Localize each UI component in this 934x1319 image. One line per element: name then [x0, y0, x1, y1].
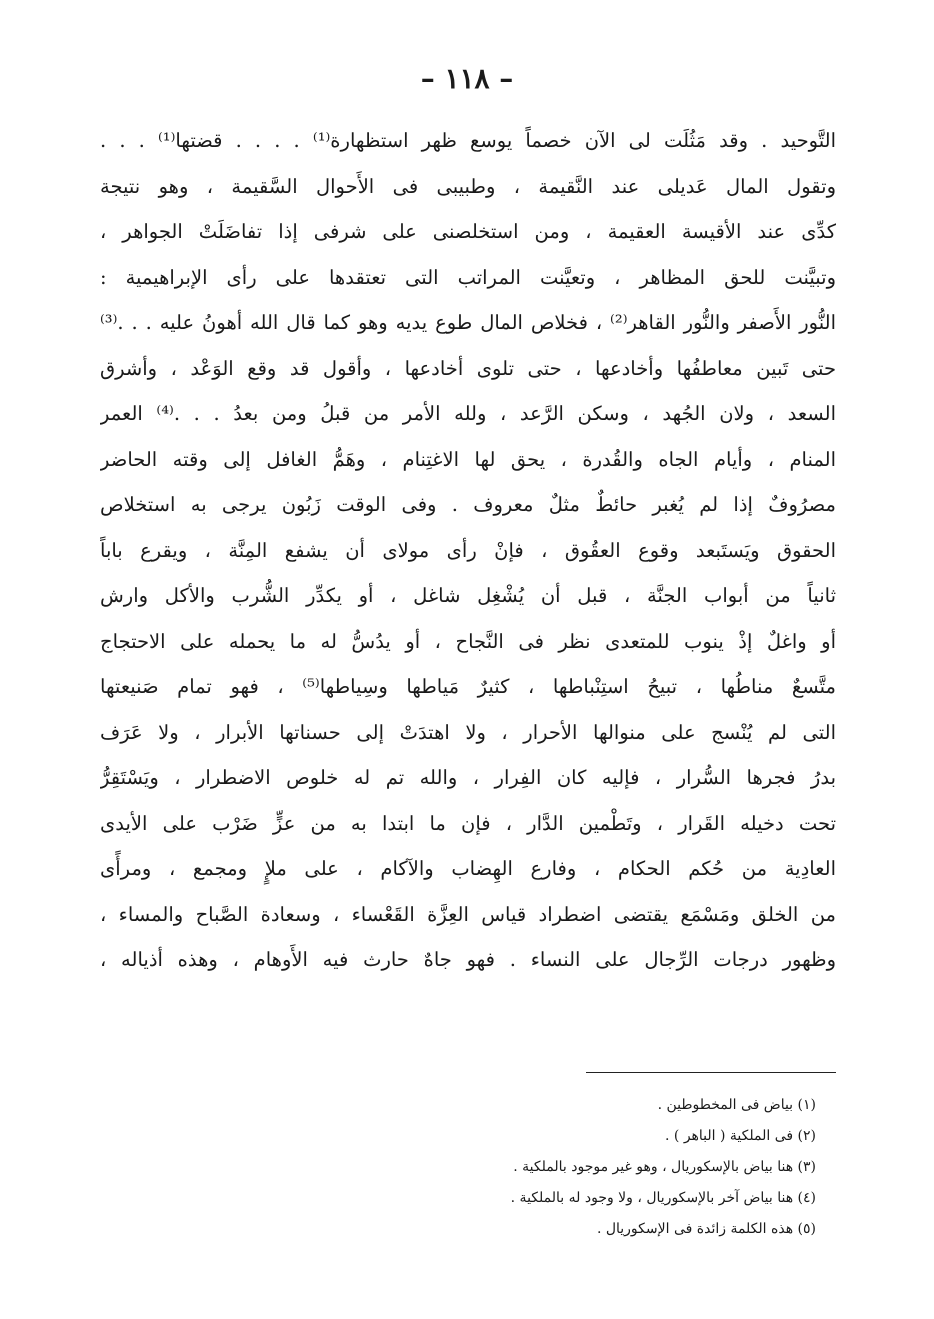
footnote: (٣) هنا بياض بالإسكوريال ، وهو غير موجود بالملكية . — [513, 1159, 816, 1175]
text-line: السعد ، ولان الجُهد ، وسكن الرَّعد ، ولله الأمر من قبلُ ومن بعدُ . . .⁽⁴⁾ العمر — [100, 402, 836, 425]
footnote: (٤) هنا بياض آخر بالإسكوريال ، ولا وجود له بالملكية . — [510, 1190, 816, 1206]
text-line: مصرُوفٌ إذا لم يُغبر حائطٌ مثلٌ معروف . وفى الوقت زَبُون يرجى به استخلاص — [100, 493, 836, 516]
text-line: وتقول المال عَديلى عند النَّقيمة ، وطبيبى فى الأَحوال السَّقيمة ، وهو نتيجة — [100, 174, 836, 198]
page-number: – ١١٨ – — [420, 62, 514, 95]
text-line: وظهور درجات الرِّجال على النساء . فهو جاهٌ حارث فيه الأَوهام ، وهذه أذياله ، — [100, 948, 836, 971]
text-line: المنام ، وأيام الجاه والقُدرة ، يحق لها الاغتِنام ، وهَمُّ الغافل إلى وقته الحاضر — [100, 447, 836, 471]
text-line: ثانياً من أبواب الجنَّة ، قبل أن يُشْغِل شاغل ، أو يكدِّر الشُّرب والأكل وارش — [100, 584, 836, 607]
text-line: التَّوحيد . وقد مَثُلَت لى الآن خصماً يوسع ظهر استظهارة⁽¹⁾ . . . . قضتها⁽¹⁾ . . . — [100, 129, 836, 152]
text-line: كدِّى عند الأقيسة العقيمة ، ومن استخلصنى على شرفى إذا تفاضَلَتْ الجواهر ، — [100, 220, 836, 243]
text-line: من الخلق ومَسْمَع يقتضى اضطراد قياس العِزَّة القَعْساء ، وسعادة الصَّباح والمساء ، — [100, 902, 836, 926]
text-line: التى لم يُنْسج على منوالها الأحرار ، ولا اهتدَتْ إلى حسناتها الأبرار ، ولا عَرَف — [100, 720, 836, 744]
text-line: وتبيَّنت للحق المظاهر ، وتعيَّنت المراتب التى تعتقدها على رأى الإبراهيمية : — [100, 265, 836, 289]
text-line: حتى تَبين معاطفُها وأخادعها ، حتى تلوى أخادعها ، وأقول قد وقع الوَعْد ، وأشرق — [100, 356, 836, 380]
text-line: النُّور الأَصفر والنُّور القاهر⁽²⁾ ، فخلاص المال طوع يديه وهو كما قال الله أهونُ عليه . . .⁽³⁾ — [100, 311, 836, 334]
text-line: العادِية من حُكم الحكام ، وفارع الهِضاب والآكام ، على ملإٍ ومجمع ، ومرأًى — [100, 857, 836, 880]
footnote-separator — [586, 1072, 836, 1073]
footnote: (٢) فى الملكية ( الباهر ) . — [665, 1128, 816, 1144]
main-text — [100, 118, 836, 983]
text-line: الحقوق ويَستَبعد وقوع العقُوق ، فإنْ رأى مولاى أن يشفع المِنَّة ، ويقرع باباً — [100, 538, 836, 562]
footnote: (١) بياض فى المخطوطين . — [657, 1097, 816, 1113]
footnote: (٥) هذه الكلمة زائدة فى الإسكوريال . — [596, 1221, 816, 1237]
text-line: بدرُ فجرها السُّرار ، فإليه كان الفِرار ، والله تم له خلوص الاضطرار ، ويَسْتَقِرُّ — [100, 766, 836, 789]
text-line: أو واغلٌ إذْ ينوب للمتعدى نظر فى النَّجاح ، أو يدُسُّ له ما يحمله على الاحتجاج — [100, 629, 836, 653]
text-line: متَّسعٌ مناطُها ، تبيحُ استِنْباطها ، كثيرٌ مَياطها وسِياطها⁽⁵⁾ ، فهو تمام صَنيعتها — [100, 675, 836, 698]
text-line: تحت دخيله القَرار ، وتَطْمين الدَّار ، فإن ما ابتدا به من عزٍّ ضَرْب على الأيدى — [100, 811, 836, 835]
footnotes — [316, 1090, 816, 1245]
